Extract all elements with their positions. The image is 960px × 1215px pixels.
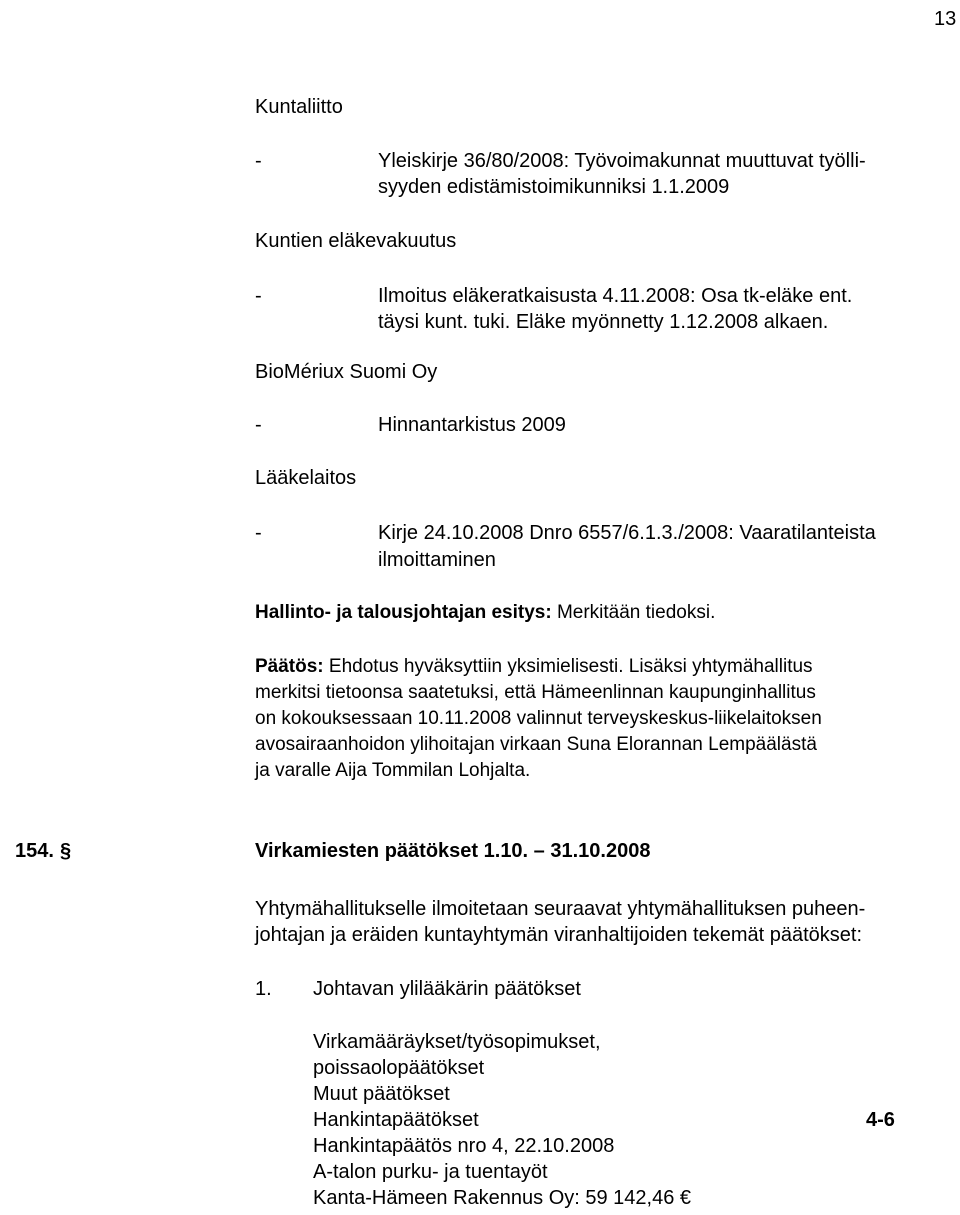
decision-line: avosairaanhoidon ylihoitajan virkaan Suna Elorannan Lempäälästä	[255, 734, 817, 755]
org-heading-biomeriux: BioMériux Suomi Oy	[255, 361, 438, 383]
subitem: A-talon purku- ja tuentayöt	[313, 1161, 548, 1183]
section-intro-line: Yhtymähallitukselle ilmoitetaan seuraavat yhtymähallituksen puheen-	[255, 898, 866, 920]
decision-line	[255, 654, 813, 680]
org-heading-kuntien-elakevakuutus: Kuntien eläkevakuutus	[255, 230, 457, 252]
section-intro-line: johtajan ja eräiden kuntayhtymän viranhaltijoiden tekemät päätökset:	[255, 924, 863, 946]
page-number: 13	[934, 8, 957, 30]
list-dash: -	[255, 414, 262, 436]
proposal-text: Merkitään tiedoksi.	[551, 602, 716, 623]
list-dash: -	[255, 285, 262, 307]
list-item-text: Yleiskirje 36/80/2008: Työvoimakunnat muuttuvat työlli-	[378, 150, 866, 172]
list-item-text: Kirje 24.10.2008 Dnro 6557/6.1.3./2008: Vaaratilanteista	[378, 522, 876, 544]
list-item-text: ilmoittaminen	[378, 549, 496, 571]
list-item-text: syyden edistämistoimikunniksi 1.1.2009	[378, 176, 730, 198]
subitem: Hankintapäätökset	[313, 1109, 479, 1131]
decision-text: Ehdotus hyväksyttiin yksimielisesti. Lisäksi yhtymähallitus	[323, 656, 813, 677]
numbered-item-number: 1.	[255, 978, 272, 1000]
org-heading-kuntaliitto: Kuntaliitto	[255, 96, 343, 118]
decision-line: ja varalle Aija Tommilan Lohjalta.	[255, 760, 531, 781]
subitem: Muut päätökset	[313, 1083, 450, 1105]
org-heading-laakelaitos: Lääkelaitos	[255, 467, 357, 489]
proposal	[255, 600, 715, 626]
list-dash: -	[255, 150, 262, 172]
decision-label: Päätös:	[255, 656, 324, 677]
decision-line: merkitsi tietoonsa saatetuksi, että Hämeenlinnan kaupunginhallitus	[255, 682, 816, 703]
list-item-text: täysi kunt. tuki. Eläke myönnetty 1.12.2008 alkaen.	[378, 311, 829, 333]
list-item-text: Ilmoitus eläkeratkaisusta 4.11.2008: Osa tk-eläke ent.	[378, 285, 853, 307]
subitem: poissaolopäätökset	[313, 1057, 485, 1079]
list-item-text: Hinnantarkistus 2009	[378, 414, 566, 436]
section-title: Virkamiesten päätökset 1.10. – 31.10.2008	[255, 840, 651, 862]
decision-line: on kokouksessaan 10.11.2008 valinnut terveyskeskus-liikelaitoksen	[255, 708, 822, 729]
subitem: Virkamääräykset/työsopimukset,	[313, 1031, 601, 1053]
numbered-item-title: Johtavan ylilääkärin päätökset	[313, 978, 581, 1000]
section-number: 154. §	[15, 840, 72, 862]
section-sign: §	[59, 840, 72, 862]
attachment-reference: 4-6	[866, 1109, 895, 1131]
proposal-label: Hallinto- ja talousjohtajan esitys:	[255, 602, 552, 623]
list-dash: -	[255, 522, 262, 544]
subitem: Hankintapäätös nro 4, 22.10.2008	[313, 1135, 615, 1157]
subitem: Kanta-Hämeen Rakennus Oy: 59 142,46 €	[313, 1187, 692, 1209]
